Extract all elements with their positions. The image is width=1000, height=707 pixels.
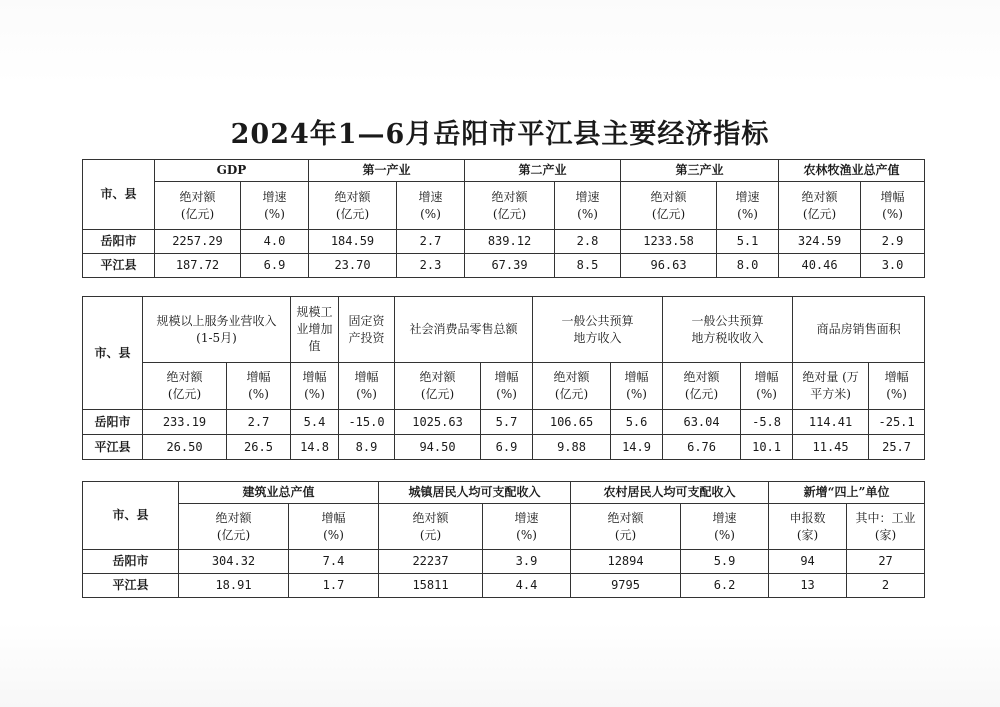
sub-header: 绝对额 (亿元): [465, 182, 555, 230]
sub-header: 绝对额 (亿元): [779, 182, 861, 230]
cell-value: 1025.63: [395, 410, 481, 435]
group-header: 第三产业: [621, 160, 779, 182]
sub-header: 增幅 (%): [481, 363, 533, 410]
cell-value: 233.19: [143, 410, 227, 435]
group-header: 固定资 产投资: [339, 297, 395, 363]
sub-header: 绝对额 (亿元): [663, 363, 741, 410]
group-header: 新增“四上”单位: [769, 482, 925, 504]
group-header: 第二产业: [465, 160, 621, 182]
sub-header: 绝对量 (万 平方米): [793, 363, 869, 410]
group-header: 一般公共预算 地方收入: [533, 297, 663, 363]
sub-header: 增速 (%): [681, 504, 769, 550]
cell-value: 2: [847, 574, 925, 598]
cell-value: 1.7: [289, 574, 379, 598]
cell-value: 40.46: [779, 254, 861, 278]
cell-value: 8.9: [339, 435, 395, 460]
cell-value: -15.0: [339, 410, 395, 435]
row-label: 岳阳市: [83, 230, 155, 254]
corner-cell: 市、县: [83, 160, 155, 230]
row-label: 岳阳市: [83, 550, 179, 574]
cell-value: 94.50: [395, 435, 481, 460]
table-row: [83, 254, 925, 278]
table-row: [83, 230, 925, 254]
economic-table-3: [82, 481, 925, 598]
cell-value: 22237: [379, 550, 483, 574]
page-title: 2024年1—6月岳阳市平江县主要经济指标: [230, 119, 770, 150]
cell-value: 27: [847, 550, 925, 574]
cell-value: 8.5: [555, 254, 621, 278]
sub-header: 增幅 (%): [339, 363, 395, 410]
table-row: [83, 550, 925, 574]
cell-value: 839.12: [465, 230, 555, 254]
sub-header: 增速 (%): [555, 182, 621, 230]
cell-value: 2.7: [227, 410, 291, 435]
cell-value: 9.88: [533, 435, 611, 460]
cell-value: 114.41: [793, 410, 869, 435]
sub-header: 绝对额 (亿元): [621, 182, 717, 230]
cell-value: 4.0: [241, 230, 309, 254]
sub-header: 增幅 (%): [869, 363, 925, 410]
cell-value: 106.65: [533, 410, 611, 435]
cell-value: 304.32: [179, 550, 289, 574]
corner-cell: 市、县: [83, 482, 179, 550]
cell-value: 3.9: [483, 550, 571, 574]
group-header: 一般公共预算 地方税收收入: [663, 297, 793, 363]
cell-value: 11.45: [793, 435, 869, 460]
cell-value: 7.4: [289, 550, 379, 574]
cell-value: 94: [769, 550, 847, 574]
cell-value: 9795: [571, 574, 681, 598]
sub-header: 增幅 (%): [291, 363, 339, 410]
sub-header: 增幅 (%): [861, 182, 925, 230]
sub-header: 增幅 (%): [289, 504, 379, 550]
sub-header: 绝对额 (元): [379, 504, 483, 550]
cell-value: 2257.29: [155, 230, 241, 254]
cell-value: 15811: [379, 574, 483, 598]
group-header: 规模以上服务业营收入 (1-5月): [143, 297, 291, 363]
cell-value: 14.8: [291, 435, 339, 460]
cell-value: -5.8: [741, 410, 793, 435]
cell-value: 3.0: [861, 254, 925, 278]
table-row: [83, 410, 925, 435]
sub-header: 绝对额 (亿元): [155, 182, 241, 230]
cell-value: 26.50: [143, 435, 227, 460]
sub-header: 申报数 (家): [769, 504, 847, 550]
economic-table-1: [82, 159, 925, 278]
group-header: GDP: [155, 160, 309, 182]
cell-value: 67.39: [465, 254, 555, 278]
sub-header: 增速 (%): [397, 182, 465, 230]
cell-value: 324.59: [779, 230, 861, 254]
cell-value: 2.8: [555, 230, 621, 254]
cell-value: 25.7: [869, 435, 925, 460]
sub-header: 绝对额 (亿元): [179, 504, 289, 550]
sub-header: 增速 (%): [241, 182, 309, 230]
cell-value: 4.4: [483, 574, 571, 598]
cell-value: 5.6: [611, 410, 663, 435]
cell-value: 2.3: [397, 254, 465, 278]
cell-value: 2.7: [397, 230, 465, 254]
cell-value: 10.1: [741, 435, 793, 460]
group-header: 第一产业: [309, 160, 465, 182]
cell-value: -25.1: [869, 410, 925, 435]
row-label: 平江县: [83, 574, 179, 598]
sub-header: 绝对额 (亿元): [395, 363, 481, 410]
row-label: 平江县: [83, 435, 143, 460]
sub-header: 增速 (%): [483, 504, 571, 550]
cell-value: 1233.58: [621, 230, 717, 254]
cell-value: 6.9: [481, 435, 533, 460]
group-header: 社会消费品零售总额: [395, 297, 533, 363]
cell-value: 18.91: [179, 574, 289, 598]
cell-value: 96.63: [621, 254, 717, 278]
sub-header: 增速 (%): [717, 182, 779, 230]
cell-value: 6.9: [241, 254, 309, 278]
cell-value: 6.76: [663, 435, 741, 460]
cell-value: 23.70: [309, 254, 397, 278]
cell-value: 14.9: [611, 435, 663, 460]
row-label: 岳阳市: [83, 410, 143, 435]
cell-value: 26.5: [227, 435, 291, 460]
corner-cell: 市、县: [83, 297, 143, 410]
group-header: 商品房销售面积: [793, 297, 925, 363]
cell-value: 2.9: [861, 230, 925, 254]
sub-header: 绝对额 (亿元): [533, 363, 611, 410]
group-header: 农村居民人均可支配收入: [571, 482, 769, 504]
table-row: [83, 435, 925, 460]
group-header: 农林牧渔业总产值: [779, 160, 925, 182]
cell-value: 63.04: [663, 410, 741, 435]
sub-header: 增幅 (%): [611, 363, 663, 410]
group-header: 建筑业总产值: [179, 482, 379, 504]
sub-header: 增幅 (%): [741, 363, 793, 410]
cell-value: 8.0: [717, 254, 779, 278]
cell-value: 13: [769, 574, 847, 598]
sub-header: 绝对额 (亿元): [143, 363, 227, 410]
group-header: 城镇居民人均可支配收入: [379, 482, 571, 504]
cell-value: 5.1: [717, 230, 779, 254]
cell-value: 187.72: [155, 254, 241, 278]
sub-header: 绝对额 (元): [571, 504, 681, 550]
group-header: 规模工 业增加 值: [291, 297, 339, 363]
cell-value: 6.2: [681, 574, 769, 598]
cell-value: 5.9: [681, 550, 769, 574]
cell-value: 5.7: [481, 410, 533, 435]
cell-value: 184.59: [309, 230, 397, 254]
cell-value: 5.4: [291, 410, 339, 435]
sub-header: 其中：工业 (家): [847, 504, 925, 550]
row-label: 平江县: [83, 254, 155, 278]
cell-value: 12894: [571, 550, 681, 574]
sub-header: 绝对额 (亿元): [309, 182, 397, 230]
economic-table-2: [82, 296, 925, 460]
sub-header: 增幅 (%): [227, 363, 291, 410]
table-row: [83, 574, 925, 598]
